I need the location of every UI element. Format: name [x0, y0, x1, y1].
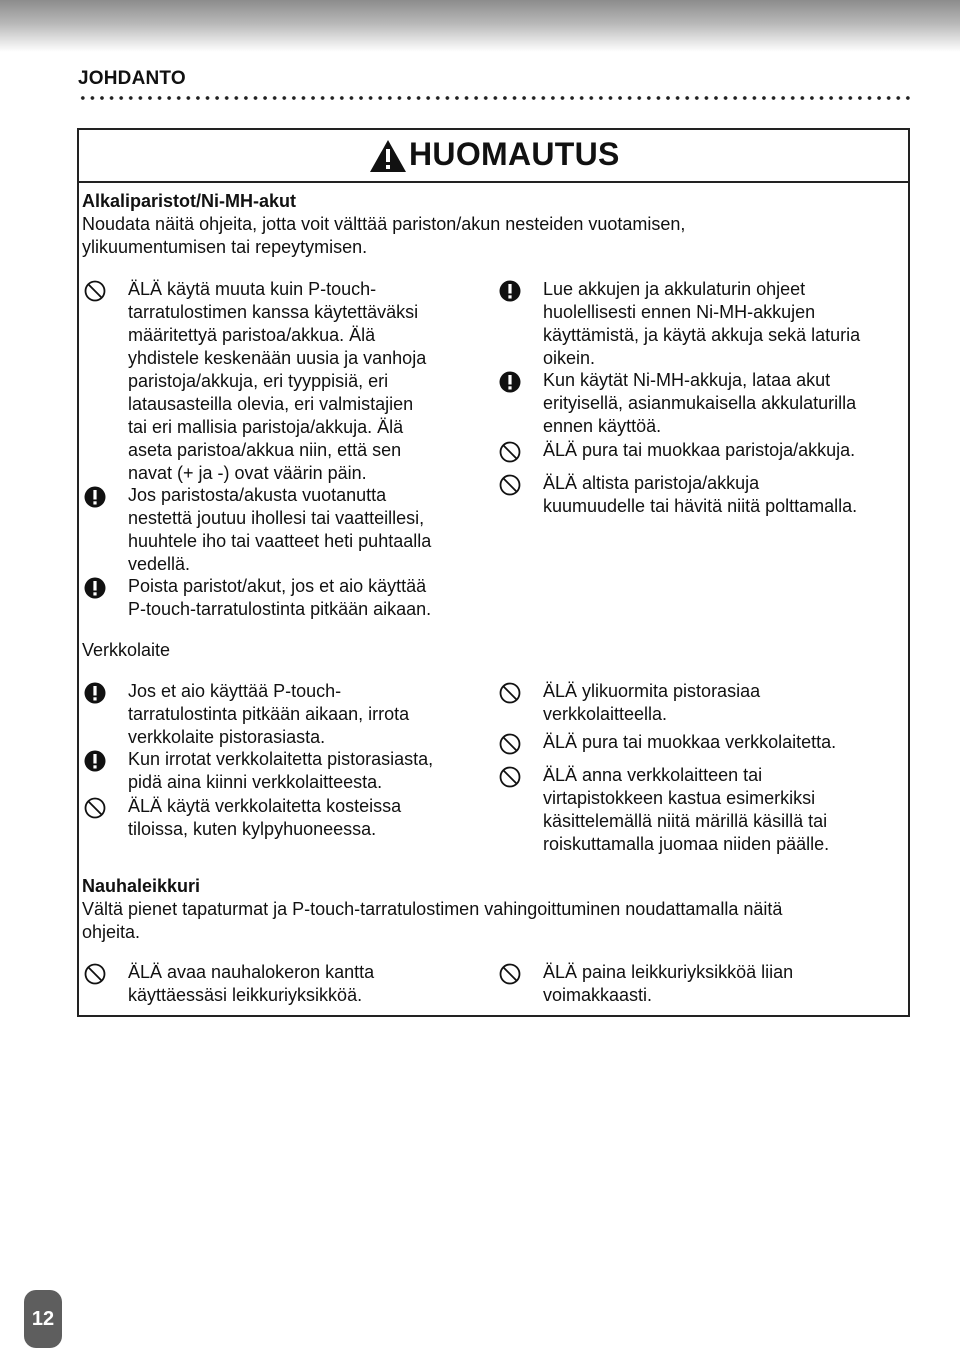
prohibited-icon [499, 474, 521, 496]
mandatory-icon [84, 486, 106, 508]
section-title: JOHDANTO [78, 68, 186, 89]
mandatory-icon [84, 577, 106, 599]
adapter-warning-overload: ÄLÄ ylikuormita pistorasiaa verkkolaitteella. [543, 681, 761, 724]
caution-title: HUOMAUTUS [409, 136, 620, 172]
caution-header [79, 130, 908, 183]
cutter-intro-line-2: ohjeita. [82, 922, 141, 942]
prohibited-icon [84, 280, 106, 302]
dotted-rule [78, 94, 910, 102]
warning-triangle-icon [369, 139, 407, 173]
adapter-warning-hold: Kun irrotat verkkolaitetta pistorasiasta, pidä aina kiinni verkkolaitteesta. [128, 749, 434, 792]
battery-warning-disassemble: ÄLÄ pura tai muokkaa paristoja/akkuja. [543, 440, 856, 460]
adapter-warning-wet: ÄLÄ anna verkkolaitteen tai virtapistokkeen kastua esimerkiksi käsittelemällä niitä märillä käsillä tai roiskuttamalla juomaa niiden päälle. [543, 765, 830, 854]
mandatory-icon [84, 682, 106, 704]
mandatory-icon [84, 750, 106, 772]
adapter-warning-humid: ÄLÄ käytä verkkolaitetta kosteissa tiloissa, kuten kylpyhuoneessa. [128, 796, 402, 839]
battery-warning-charge: Kun käytät Ni-MH-akkuja, lataa akut erityisellä, asianmukaisella akkulaturilla ennen käyttöä. [543, 370, 857, 436]
prohibited-icon [499, 963, 521, 985]
battery-warning-read-instructions: Lue akkujen ja akkulaturin ohjeet huolellisesti ennen Ni-MH-akkujen käyttämistä, ja käytä akkuja sekä laturia oikein. [543, 279, 861, 368]
adapter-heading: Verkkolaite [82, 640, 171, 660]
top-gradient-bar [0, 0, 960, 52]
mandatory-icon [499, 280, 521, 302]
adapter-warning-disassemble: ÄLÄ pura tai muokkaa verkkolaitetta. [543, 732, 837, 752]
cutter-heading: Nauhaleikkuri [82, 876, 201, 896]
batteries-intro-line-1: Noudata näitä ohjeita, jotta voit välttää pariston/akun nesteiden vuotamisen, [82, 214, 686, 234]
cutter-warning-force: ÄLÄ paina leikkuriyksikköä liian voimakkaasti. [543, 962, 794, 1005]
cutter-intro-line-1: Vältä pienet tapaturmat ja P-touch-tarratulostimen vahingoittuminen noudattamalla näitä [82, 899, 783, 919]
mandatory-icon [499, 371, 521, 393]
adapter-warning-unplug: Jos et aio käyttää P-touch- tarratulostinta pitkään aikaan, irrota verkkolaite pistorasiasta. [128, 681, 410, 747]
prohibited-icon [499, 682, 521, 704]
batteries-heading: Alkaliparistot/Ni-MH-akut [82, 191, 297, 211]
battery-warning-mixing: ÄLÄ käytä muuta kuin P-touch- tarratulostimen kanssa käytettäväksi määritettyä paristoa/akkua. Älä yhdistele keskenään uusia ja vanhoja paristoja/akkuja, eri tyyppisiä, eri latausasteilla olevia, eri valmistajien tai eri mallisia paristoja/akkuja. Älä aseta paristoa/akkua niin, että sen navat (+ ja -) ovat väärin päin. [128, 279, 427, 483]
page-number: 12 [24, 1290, 62, 1348]
prohibited-icon [499, 733, 521, 755]
prohibited-icon [499, 766, 521, 788]
prohibited-icon [84, 963, 106, 985]
prohibited-icon [84, 797, 106, 819]
battery-warning-leak: Jos paristosta/akusta vuotanutta nestettä joutuu ihollesi tai vaatteillesi, huuhtele iho tai vaatteet heti puhtaalla vedellä. [128, 485, 432, 574]
batteries-intro-line-2: ylikuumentumisen tai repeytymisen. [82, 237, 368, 257]
cutter-warning-cover: ÄLÄ avaa nauhalokeron kantta käyttäessäsi leikkuriyksikköä. [128, 962, 375, 1005]
battery-warning-remove: Poista paristot/akut, jos et aio käyttää P-touch-tarratulostinta pitkään aikaan. [128, 576, 432, 619]
battery-warning-heat: ÄLÄ altista paristoja/akkuja kuumuudelle tai hävitä niitä polttamalla. [543, 473, 858, 516]
prohibited-icon [499, 441, 521, 463]
